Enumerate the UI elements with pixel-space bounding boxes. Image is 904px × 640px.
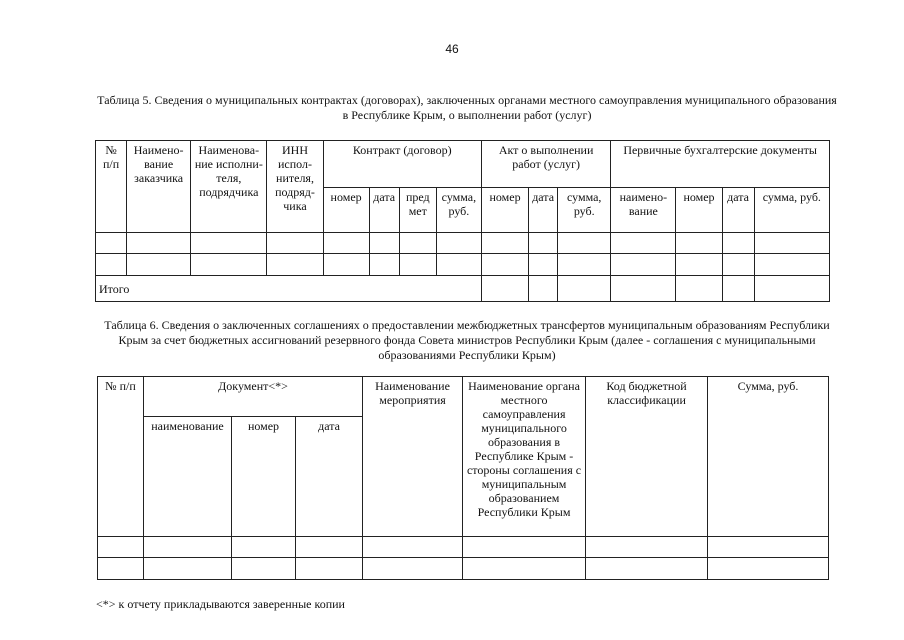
header-act-number: номер [481,188,528,233]
table6-caption: Таблица 6. Сведения о заключенных соглашениях о предоставлении межбюджетных трансфертов муниципальным образованиям Республики Крым за счет бюджетных ассигнований резервного фонда Совета министров Республики Крым (далее - соглашения с муниципальными образованиями Республики Крым) [104,318,830,362]
table5-total-row [96,276,830,302]
table-cell [436,233,481,254]
header-contract-subject: пред мет [399,188,436,233]
header-primary-sum: сумма, руб. [754,188,829,233]
table5-caption: Таблица 5. Сведения о муниципальных контрактах (договорах), заключенных органами местного самоуправления муниципального образования в Республике Крым, о выполнении работ (услуг) [97,93,837,122]
page-number: 46 [445,42,459,56]
table-cell [191,254,267,276]
header-inn: ИНН испол-нителя, подряд-чика [267,141,323,233]
table-row [98,558,829,580]
header-contract-group: Контракт (договор) [323,141,481,188]
footnote: <*> к отчету прикладываются заверенные копии [96,597,345,611]
table-cell [96,233,127,254]
header-budget-code: Код бюджетной классификации [586,377,708,537]
table-cell [363,558,463,580]
table-cell [144,558,232,580]
header-doc-name: наименование [144,417,232,537]
table5-contracts [95,140,830,302]
table-cell [611,254,676,276]
header-num: № п/п [96,141,127,233]
table-cell [754,233,829,254]
table6-agreements [97,376,829,580]
table-cell [722,276,754,302]
table-cell [363,537,463,558]
table-cell [96,254,127,276]
table-cell [529,254,558,276]
table-cell [754,276,829,302]
table-cell [611,276,676,302]
header-primary-number: номер [676,188,722,233]
table-cell [722,254,754,276]
table-cell [369,254,399,276]
header-primary-name: наимено-вание [611,188,676,233]
table5-header-row-1 [96,141,830,188]
table-cell [463,558,586,580]
header-contract-date: дата [369,188,399,233]
table-cell [144,537,232,558]
header-doc-date: дата [296,417,363,537]
header-primary-date: дата [722,188,754,233]
table-cell [722,233,754,254]
table-cell [98,537,144,558]
table-cell [558,233,611,254]
table-cell [399,233,436,254]
table-cell [586,558,708,580]
table-cell [296,558,363,580]
table-cell [754,254,829,276]
table-cell [558,254,611,276]
header-num: № п/п [98,377,144,537]
table-cell [98,558,144,580]
table-cell [232,558,296,580]
table-row [98,537,829,558]
table-cell [267,254,323,276]
header-primary-group: Первичные бухгалтерские документы [611,141,830,188]
table-row [96,254,830,276]
table-cell [708,558,829,580]
table-cell [708,537,829,558]
header-authority-name: Наименование органа местного самоуправления муниципального образования в Республике Крым - стороны соглашения с муниципальным образованием Республики Крым [463,377,586,537]
table-cell [323,254,369,276]
header-doc-number: номер [232,417,296,537]
header-customer: Наимено-вание заказчика [127,141,191,233]
table-cell [481,254,528,276]
table-cell [232,537,296,558]
table-cell [127,254,191,276]
table-cell [127,233,191,254]
table-cell [463,537,586,558]
table-cell [529,233,558,254]
table-cell [481,233,528,254]
header-act-group: Акт о выполнении работ (услуг) [481,141,610,188]
header-contract-sum: сумма, руб. [436,188,481,233]
table-cell [399,254,436,276]
table-cell [558,276,611,302]
table-cell [586,537,708,558]
table-cell [267,233,323,254]
header-document-group: Документ<*> [144,377,363,417]
header-event-name: Наименование мероприятия [363,377,463,537]
header-contract-number: номер [323,188,369,233]
table6-header-row-1 [98,377,829,417]
table-cell [296,537,363,558]
table-cell [191,233,267,254]
table-cell [323,233,369,254]
table-row [96,233,830,254]
table-cell [481,276,528,302]
table-cell [611,233,676,254]
header-sum: Сумма, руб. [708,377,829,537]
table-cell [369,233,399,254]
table-cell [676,276,722,302]
table-cell [529,276,558,302]
total-label: Итого [96,276,482,302]
table-cell [676,254,722,276]
table-cell [436,254,481,276]
header-act-date: дата [529,188,558,233]
table-cell [676,233,722,254]
header-act-sum: сумма, руб. [558,188,611,233]
header-contractor: Наименова-ние исполни-теля, подрядчика [191,141,267,233]
